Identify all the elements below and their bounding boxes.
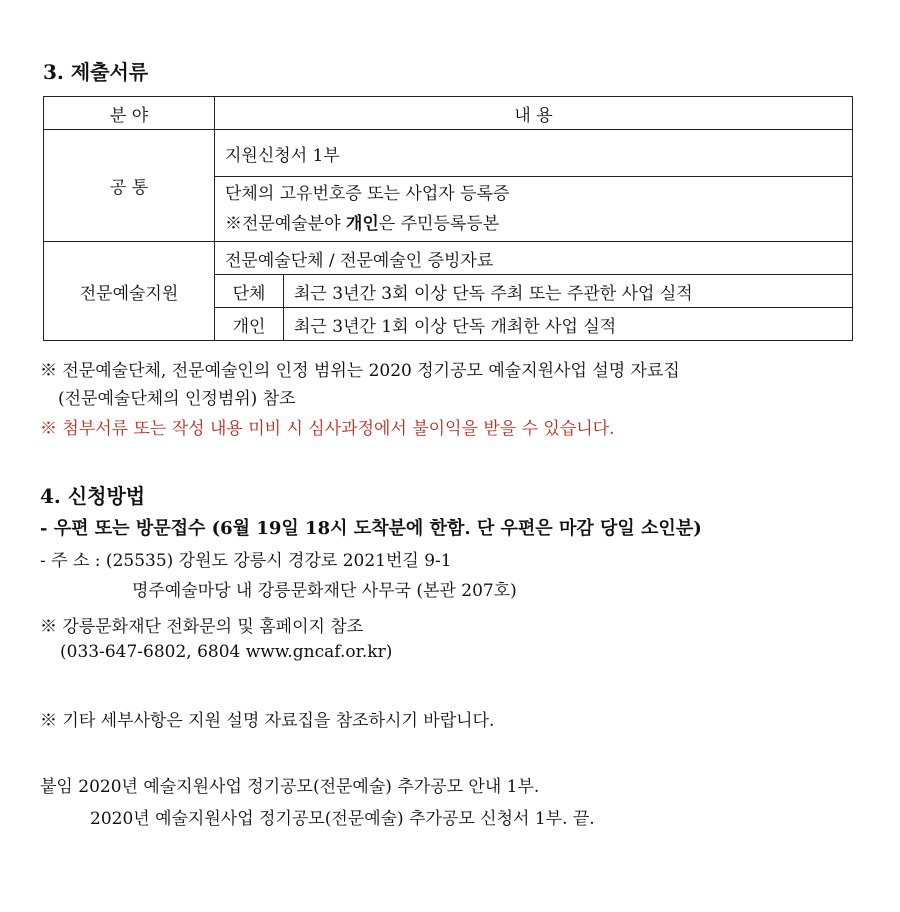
common-row2 (215, 177, 853, 242)
common-label: 공 통 (44, 130, 215, 242)
note2-warning: ※ 첨부서류 또는 작성 내용 미비 시 심사과정에서 불이익을 받을 수 있습니다. (40, 419, 615, 439)
section4-heading: 4. 신청방법 (40, 484, 146, 508)
attachment-line2: 2020년 예술지원사업 정기공모(전문예술) 추가공모 신청서 1부. 끝. (90, 809, 595, 829)
common-row2-line2 (225, 209, 842, 239)
contact-line1: ※ 강릉문화재단 전화문의 및 홈페이지 참조 (40, 617, 364, 637)
attachment-line1: 붙임 2020년 예술지원사업 정기공모(전문예술) 추가공모 안내 1부. (40, 777, 540, 797)
address-line2: 명주예술마당 내 강릉문화재단 사무국 (본관 207호) (132, 581, 517, 601)
common-row2-line2-bold: 개인 (345, 214, 379, 234)
header-field: 분 야 (44, 97, 215, 130)
table-row (44, 242, 853, 275)
common-row2-line2-post: 은 주민등록등본 (378, 214, 500, 234)
pro-label: 전문예술지원 (44, 242, 215, 341)
note1-line1: ※ 전문예술단체, 전문예술인의 인정 범위는 2020 정기공모 예술지원사업 설명 자료집 (40, 361, 680, 381)
note1-line2: (전문예술단체의 인정범위) 참조 (58, 389, 296, 409)
contact-line2: (033-647-6802, 6804 www.gncaf.or.kr) (60, 642, 393, 662)
pro-indiv-text: 최근 3년간 1회 이상 단독 개최한 사업 실적 (284, 308, 853, 341)
pro-row1: 전문예술단체 / 전문예술인 증빙자료 (215, 242, 853, 275)
header-content: 내 용 (215, 97, 853, 130)
common-row2-line1: 단체의 고유번호증 또는 사업자 등록증 (225, 184, 510, 204)
common-row2-line2-pre: ※전문예술분야 (225, 214, 346, 234)
etc-note: ※ 기타 세부사항은 지원 설명 자료집을 참조하시기 바랍니다. (40, 711, 495, 731)
documents-table (43, 96, 853, 341)
submission-method: - 우편 또는 방문접수 (6월 19일 18시 도착분에 한함. 단 우편은 마감 당일 소인분) (40, 518, 702, 539)
section3-heading: 3. 제출서류 (43, 60, 149, 84)
table-header-row (44, 97, 853, 130)
table-row (44, 130, 853, 177)
pro-group-label: 단체 (215, 275, 284, 308)
pro-indiv-label: 개인 (215, 308, 284, 341)
common-row1: 지원신청서 1부 (215, 130, 853, 177)
address-line1: - 주 소 : (25535) 강원도 강릉시 경강로 2021번길 9-1 (40, 551, 452, 571)
pro-group-text: 최근 3년간 3회 이상 단독 주최 또는 주관한 사업 실적 (284, 275, 853, 308)
